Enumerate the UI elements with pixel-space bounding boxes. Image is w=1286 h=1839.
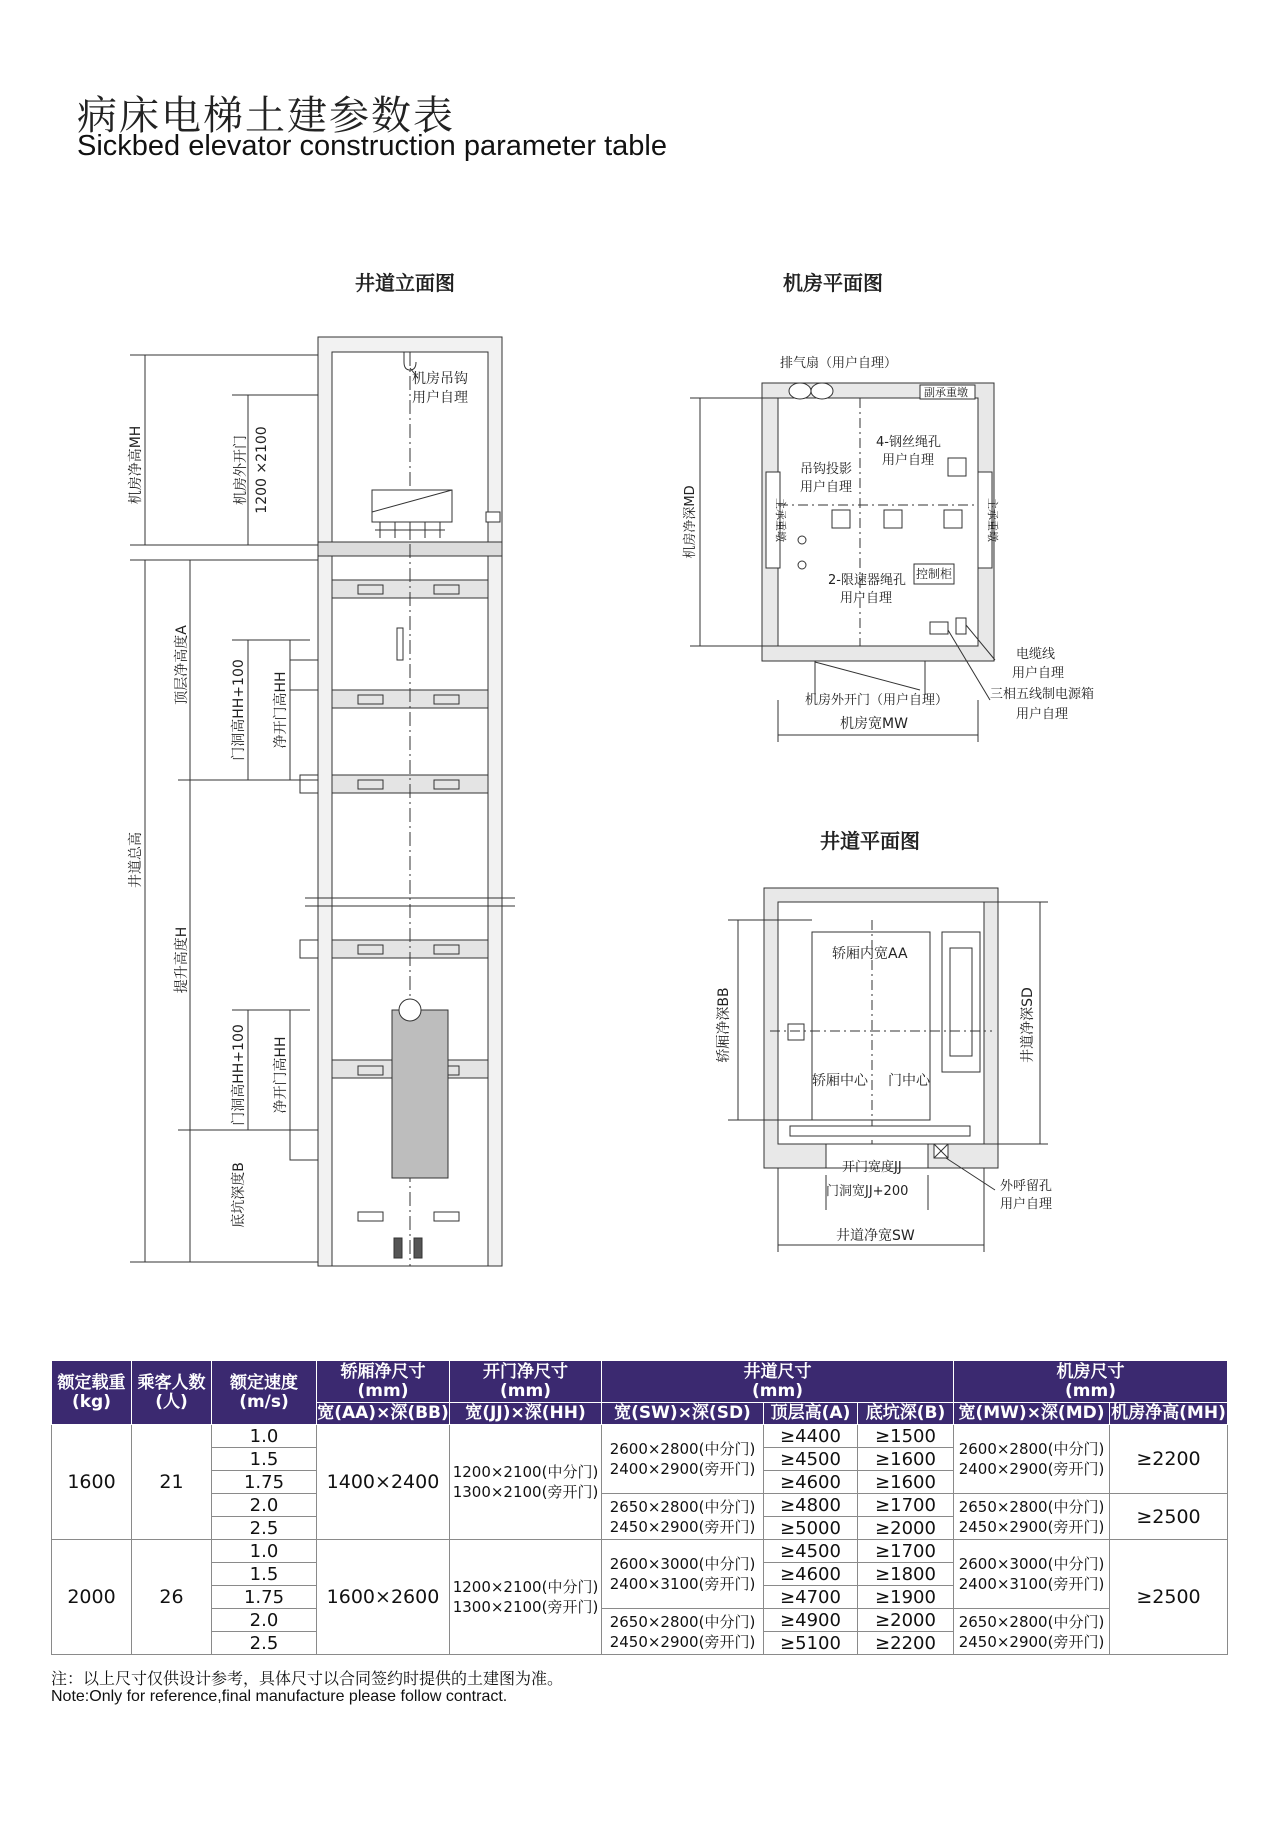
shaft-plan-drawing (716, 829, 1052, 1252)
label-mw: 机房宽MW (840, 716, 908, 732)
cell-pit: ≥2200 (858, 1632, 954, 1655)
cell-headroom: ≥5000 (764, 1517, 858, 1540)
label-hall-2: 用户自理 (1000, 1197, 1053, 1212)
cell-speed: 2.0 (212, 1609, 317, 1632)
cell-mr-size: 2600×2800(中分门) 2400×2900(旁开门) (954, 1425, 1110, 1494)
label-door-opening-1: 门洞高HH+100 (231, 659, 247, 761)
cell-pit: ≥1800 (858, 1563, 954, 1586)
label-power-1: 三相五线制电源箱 (990, 687, 1095, 702)
cell-speed: 2.5 (212, 1632, 317, 1655)
cell-headroom: ≥4500 (764, 1540, 858, 1563)
cell-shaft-size: 2650×2800(中分门) 2450×2900(旁开门) (602, 1494, 764, 1540)
cell-speed: 1.5 (212, 1448, 317, 1471)
label-door-center: 门中心 (888, 1073, 930, 1089)
cell-load: 2000 (52, 1540, 132, 1655)
cell-headroom: ≥4500 (764, 1448, 858, 1471)
subheader-mr-mh: 机房净高(MH) (1111, 1403, 1226, 1423)
label-rope-2: 用户自理 (882, 453, 935, 468)
label-hook-proj-2: 用户自理 (800, 480, 853, 495)
cell-car-size: 1600×2600 (317, 1540, 450, 1655)
label-cabinet: 控制柜 (916, 567, 953, 581)
cell-door-size: 1200×2100(中分门) 1300×2100(旁开门) (450, 1425, 602, 1540)
cell-pit: ≥1700 (858, 1540, 954, 1563)
label-aa: 轿厢内宽AA (832, 946, 908, 962)
subheader-shaft-a: 顶层高(A) (764, 1403, 858, 1425)
header-speed: 额定速度 (m/s) (212, 1361, 317, 1425)
cell-pit: ≥2000 (858, 1609, 954, 1632)
label-governor-2: 用户自理 (840, 591, 893, 606)
shaft-elevation-drawing (127, 271, 515, 1266)
label-clear-door-1: 净开门高HH (273, 671, 289, 749)
cell-shaft-size: 2600×2800(中分门) 2400×2900(旁开门) (602, 1425, 764, 1494)
header-load: 额定载重 (kg) (52, 1361, 132, 1425)
header-shaft: 井道尺寸 (mm) (602, 1361, 954, 1403)
label-aux-beam: 副承重墩 (924, 386, 968, 399)
label-sd: 井道净深SD (1020, 987, 1036, 1063)
label-cable-1: 电缆线 (1016, 647, 1056, 662)
subheader-shaft-b: 底坑深(B) (858, 1403, 954, 1425)
label-mr-door-2: 1200 ×2100 (254, 426, 270, 514)
cell-mh: ≥2500 (1110, 1540, 1228, 1655)
label-hook-proj-1: 吊钩投影 (800, 462, 853, 477)
cell-pit: ≥1900 (858, 1586, 954, 1609)
page-subtitle: Sickbed elevator construction parameter table (77, 130, 667, 162)
label-jj200: 门洞宽JJ+200 (826, 1184, 909, 1199)
label-fan: 排气扇（用户自理） (780, 356, 898, 371)
label-pit: 底坑深度B (231, 1162, 247, 1228)
cell-shaft-size: 2650×2800(中分门) 2450×2900(旁开门) (602, 1609, 764, 1655)
label-bb: 轿厢净深BB (716, 987, 732, 1063)
cell-mr-size: 2650×2800(中分门) 2450×2900(旁开门) (954, 1609, 1110, 1655)
label-mr-door: 机房外开门（用户自理） (805, 693, 949, 708)
cell-headroom: ≥4700 (764, 1586, 858, 1609)
label-governor-1: 2-限速器绳孔 (828, 573, 906, 588)
cell-pit: ≥1500 (858, 1425, 954, 1448)
cell-door-size: 1200×2100(中分门) 1300×2100(旁开门) (450, 1540, 602, 1655)
label-clear-door-2: 净开门高HH (273, 1036, 289, 1114)
label-travel: 提升高度H (174, 926, 190, 994)
label-power-2: 用户自理 (1016, 707, 1069, 722)
header-persons: 乘客人数 (人) (132, 1361, 212, 1425)
cell-mr-size: 2600×3000(中分门) 2400×3100(旁开门) (954, 1540, 1110, 1609)
table-row (52, 1494, 1228, 1517)
cell-speed: 1.0 (212, 1540, 317, 1563)
shaft-plan-title: 井道平面图 (820, 829, 920, 853)
header-car: 轿厢净尺寸 (mm) (317, 1361, 450, 1403)
cell-car-size: 1400×2400 (317, 1425, 450, 1540)
cell-headroom: ≥4400 (764, 1425, 858, 1448)
cell-mh: ≥2200 (1110, 1425, 1228, 1494)
cell-shaft-size: 2600×3000(中分门) 2400×3100(旁开门) (602, 1540, 764, 1609)
table-row (52, 1609, 1228, 1632)
cell-speed: 2.5 (212, 1517, 317, 1540)
cell-pit: ≥1600 (858, 1471, 954, 1494)
subheader-car: 宽(AA)×深(BB) (317, 1403, 449, 1423)
cell-mr-size: 2650×2800(中分门) 2450×2900(旁开门) (954, 1494, 1110, 1540)
label-hook-2: 用户自理 (412, 390, 468, 406)
machine-room-title: 机房平面图 (783, 271, 883, 295)
label-main-beam-right: 主承重墩 (986, 498, 999, 542)
label-door-opening-2: 门洞高HH+100 (231, 1024, 247, 1126)
parameter-table (51, 1360, 1228, 1655)
cell-headroom: ≥4600 (764, 1471, 858, 1494)
machine-room-plan-drawing (682, 271, 1094, 742)
cell-speed: 1.5 (212, 1563, 317, 1586)
cell-headroom: ≥5100 (764, 1632, 858, 1655)
label-hook-1: 机房吊钩 (412, 371, 468, 387)
label-total-height: 井道总高 (128, 832, 144, 888)
cell-persons: 26 (132, 1540, 212, 1655)
label-jj: 开门宽度JJ (842, 1160, 902, 1175)
subheader-door: 宽(JJ)×深(HH) (450, 1403, 602, 1425)
cell-speed: 2.0 (212, 1494, 317, 1517)
note-en: Note:Only for reference,final manufacture please follow contract. (51, 1688, 508, 1705)
label-cable-2: 用户自理 (1012, 666, 1065, 681)
cell-headroom: ≥4900 (764, 1609, 858, 1632)
label-hall-1: 外呼留孔 (1000, 1179, 1053, 1194)
header-machine-room: 机房尺寸 (mm) (954, 1361, 1228, 1403)
cell-persons: 21 (132, 1425, 212, 1540)
label-sw: 井道净宽SW (836, 1228, 915, 1244)
cell-headroom: ≥4800 (764, 1494, 858, 1517)
cell-pit: ≥2000 (858, 1517, 954, 1540)
subheader-mr-wd: 宽(MW)×深(MD) (954, 1403, 1110, 1425)
label-headroom: 顶层净高度A (174, 625, 190, 705)
label-md: 机房净深MD (683, 485, 698, 559)
shaft-elevation-title: 井道立面图 (355, 271, 455, 295)
cell-speed: 1.75 (212, 1586, 317, 1609)
cell-load: 1600 (52, 1425, 132, 1540)
cell-headroom: ≥4600 (764, 1563, 858, 1586)
subheader-shaft-wd: 宽(SW)×深(SD) (602, 1403, 764, 1425)
cell-speed: 1.0 (212, 1425, 317, 1448)
label-main-beam-left: 主承重墩 (774, 498, 787, 542)
header-door: 开门净尺寸 (mm) (450, 1361, 602, 1403)
cell-speed: 1.75 (212, 1471, 317, 1494)
cell-pit: ≥1700 (858, 1494, 954, 1517)
table-row (52, 1540, 1228, 1563)
cell-mh: ≥2500 (1110, 1494, 1228, 1540)
note-cn: 注：以上尺寸仅供设计参考，具体尺寸以合同签约时提供的土建图为准。 (51, 1669, 564, 1688)
label-rope-1: 4-钢丝绳孔 (876, 435, 941, 450)
label-mh: 机房净高MH (128, 425, 144, 505)
label-mr-door-1: 机房外开门 (233, 435, 249, 505)
label-car-center: 轿厢中心 (812, 1073, 868, 1089)
page-title: 病床电梯土建参数表 (77, 93, 455, 139)
cell-pit: ≥1600 (858, 1448, 954, 1471)
table-row (52, 1425, 1228, 1448)
